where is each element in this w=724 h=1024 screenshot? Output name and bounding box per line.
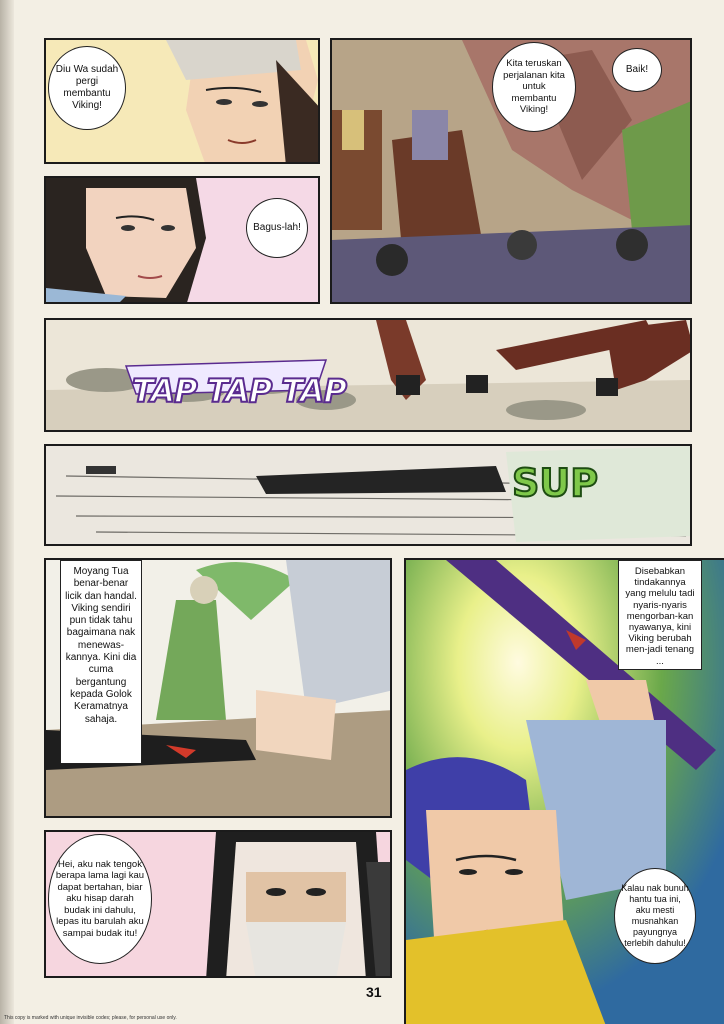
- page-number: 31: [366, 984, 382, 1000]
- sound-effect-tap: TAP TAP TAP: [132, 372, 346, 410]
- panel-8: [404, 558, 724, 1024]
- narration-caption: Disebabkan tindakannya yang melulu tadi nyaris-nyaris mengorban-kan nyawanya, kini Viking berubah men-jadi tenang ...: [618, 560, 702, 670]
- panel-3: [44, 176, 320, 304]
- speech-balloon-left: Kita teruskan perjalanan kita untuk membantu Viking!: [492, 42, 576, 132]
- speech-balloon: Hei, aku nak tengok berapa lama lagi kau dapat bertahan, biar aku hisap darah budak ini dahulu, lepas itu barulah aku sampai budak itu!: [48, 834, 152, 964]
- speech-balloon: Diu Wa sudah pergi membantu Viking!: [48, 46, 126, 130]
- sound-effect-sup: SUP: [512, 461, 599, 505]
- footer-note: This copy is marked with unique invisible codes; please, for personal use only.: [4, 1015, 177, 1021]
- speech-balloon-right: Baik!: [612, 48, 662, 92]
- speech-balloon: Kalau nak bunuh hantu tua ini, aku mesti musnahkan payungnya terlebih dahulu!: [614, 868, 696, 964]
- speech-balloon: Bagus-lah!: [246, 198, 308, 258]
- panel-1: [44, 38, 320, 164]
- narration-caption: Moyang Tua benar-benar licik dan handal. Viking sendiri pun tidak tahu bagaimana nak menewas-kannya. Kini dia cuma bergantung kepada Golok Keramatnya sahaja.: [60, 560, 142, 764]
- panel-6: [44, 558, 392, 818]
- panel-2: [330, 38, 692, 304]
- page-binding-shadow: [0, 0, 14, 1024]
- panel-7: [44, 830, 392, 978]
